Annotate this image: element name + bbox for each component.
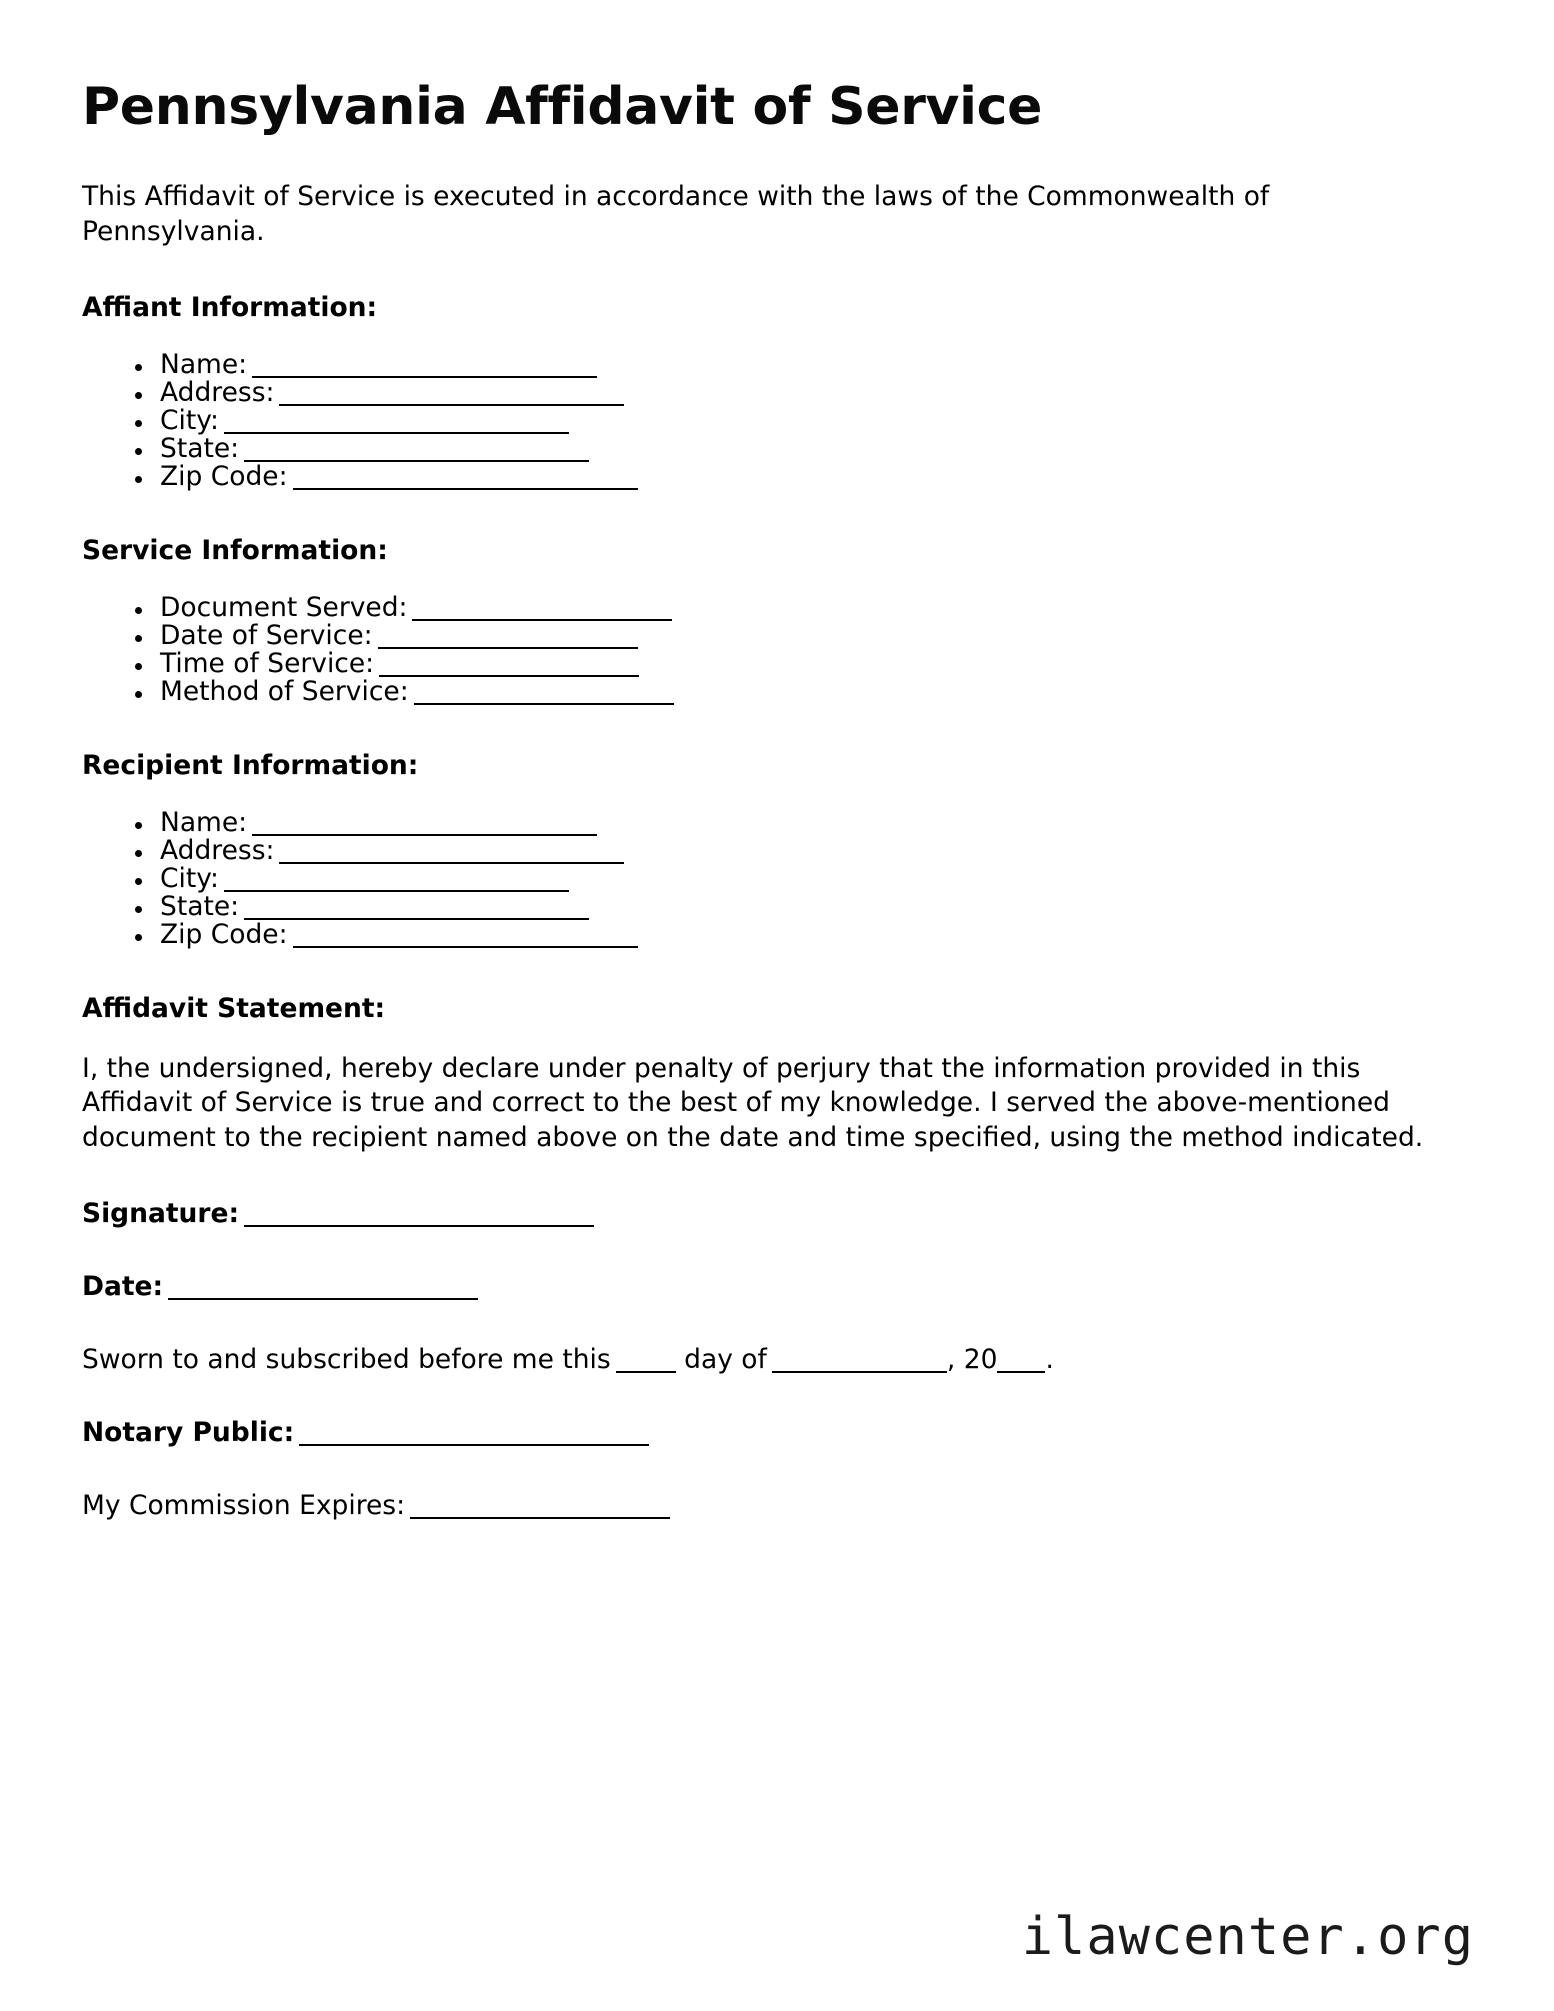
commission-expires-row: [82, 1490, 1474, 1521]
list-item: [129, 675, 1474, 707]
field-label: Date of Service:: [160, 619, 373, 651]
field-blank-line[interactable]: [378, 647, 638, 649]
list-item: [129, 619, 1474, 651]
signature-label: Signature:: [82, 1197, 240, 1229]
field-blank-line[interactable]: [293, 488, 638, 490]
sworn-year-blank[interactable]: [997, 1371, 1045, 1373]
field-label: State:: [160, 890, 240, 922]
field-label: Time of Service:: [160, 647, 375, 679]
signature-row: [82, 1198, 1474, 1229]
section-heading-recipient: Recipient Information:: [82, 749, 419, 781]
field-label: Method of Service:: [160, 675, 409, 707]
field-blank-line[interactable]: [293, 946, 638, 948]
field-label: Zip Code:: [160, 918, 288, 950]
field-label: Address:: [160, 377, 275, 409]
list-item: [129, 862, 1474, 894]
recipient-field-list: [82, 806, 1474, 950]
field-blank-line[interactable]: [279, 404, 624, 406]
field-blank-line[interactable]: [379, 675, 639, 677]
intro-paragraph: This Affidavit of Service is executed in accordance with the laws of the Commonwealth of Pennsylvania.: [82, 181, 1270, 248]
list-item: [129, 647, 1474, 679]
page-title: Pennsylvania Affidavit of Service: [82, 77, 1043, 137]
commission-expires-blank-line[interactable]: [410, 1517, 670, 1519]
field-label: Name:: [160, 349, 248, 381]
field-blank-line[interactable]: [414, 703, 674, 705]
field-label: State:: [160, 433, 240, 465]
field-blank-line[interactable]: [224, 890, 569, 892]
section-heading-affidavit-statement: Affidavit Statement:: [82, 992, 386, 1024]
commission-expires-label: My Commission Expires:: [82, 1489, 406, 1521]
field-label: Document Served:: [160, 591, 408, 623]
sworn-middle: day of: [684, 1343, 767, 1375]
sworn-day-blank[interactable]: [616, 1371, 676, 1373]
site-watermark: ilawcenter.org: [1021, 1907, 1474, 1967]
date-label: Date:: [82, 1270, 164, 1302]
section-heading-affiant: Affiant Information:: [82, 292, 378, 324]
sworn-statement-row: [82, 1344, 1474, 1375]
field-label: Address:: [160, 834, 275, 866]
sworn-suffix: , 20: [946, 1343, 998, 1375]
section-heading-service: Service Information:: [82, 534, 388, 566]
sworn-month-blank[interactable]: [772, 1371, 947, 1373]
list-item: [129, 351, 1474, 379]
list-item: [129, 591, 1474, 623]
list-item: [129, 460, 1474, 492]
field-blank-line[interactable]: [412, 619, 672, 621]
affidavit-statement-body: I, the undersigned, hereby declare under penalty of perjury that the information provided in this Affidavit of Service is true and correct to the best of my knowledge. I served the above-mentioned document to the recipient named above on the date and time specified, using the method indicated.: [82, 1052, 1424, 1153]
date-row: [82, 1271, 1474, 1302]
sworn-period: .: [1045, 1343, 1054, 1375]
field-blank-line[interactable]: [244, 918, 589, 920]
list-item: [129, 379, 1474, 407]
field-blank-line[interactable]: [252, 376, 597, 378]
list-item: [129, 407, 1474, 435]
notary-public-label: Notary Public:: [82, 1416, 295, 1448]
field-label: Name:: [160, 806, 248, 838]
signature-blank-line[interactable]: [244, 1225, 594, 1227]
date-blank-line[interactable]: [168, 1298, 478, 1300]
list-item: [129, 834, 1474, 866]
field-blank-line[interactable]: [244, 460, 589, 462]
list-item: [129, 918, 1474, 950]
notary-public-row: [82, 1417, 1474, 1448]
notary-public-blank-line[interactable]: [299, 1444, 649, 1446]
list-item: [129, 890, 1474, 922]
field-label: Zip Code:: [160, 460, 288, 492]
field-blank-line[interactable]: [279, 862, 624, 864]
field-blank-line[interactable]: [224, 432, 569, 434]
sworn-prefix: Sworn to and subscribed before me this: [82, 1343, 611, 1375]
service-field-list: [82, 591, 1474, 707]
affiant-field-list: [82, 351, 1474, 491]
list-item: [129, 435, 1474, 463]
field-label: City:: [160, 862, 219, 894]
field-label: City:: [160, 405, 219, 437]
field-blank-line[interactable]: [252, 834, 597, 836]
list-item: [129, 806, 1474, 838]
